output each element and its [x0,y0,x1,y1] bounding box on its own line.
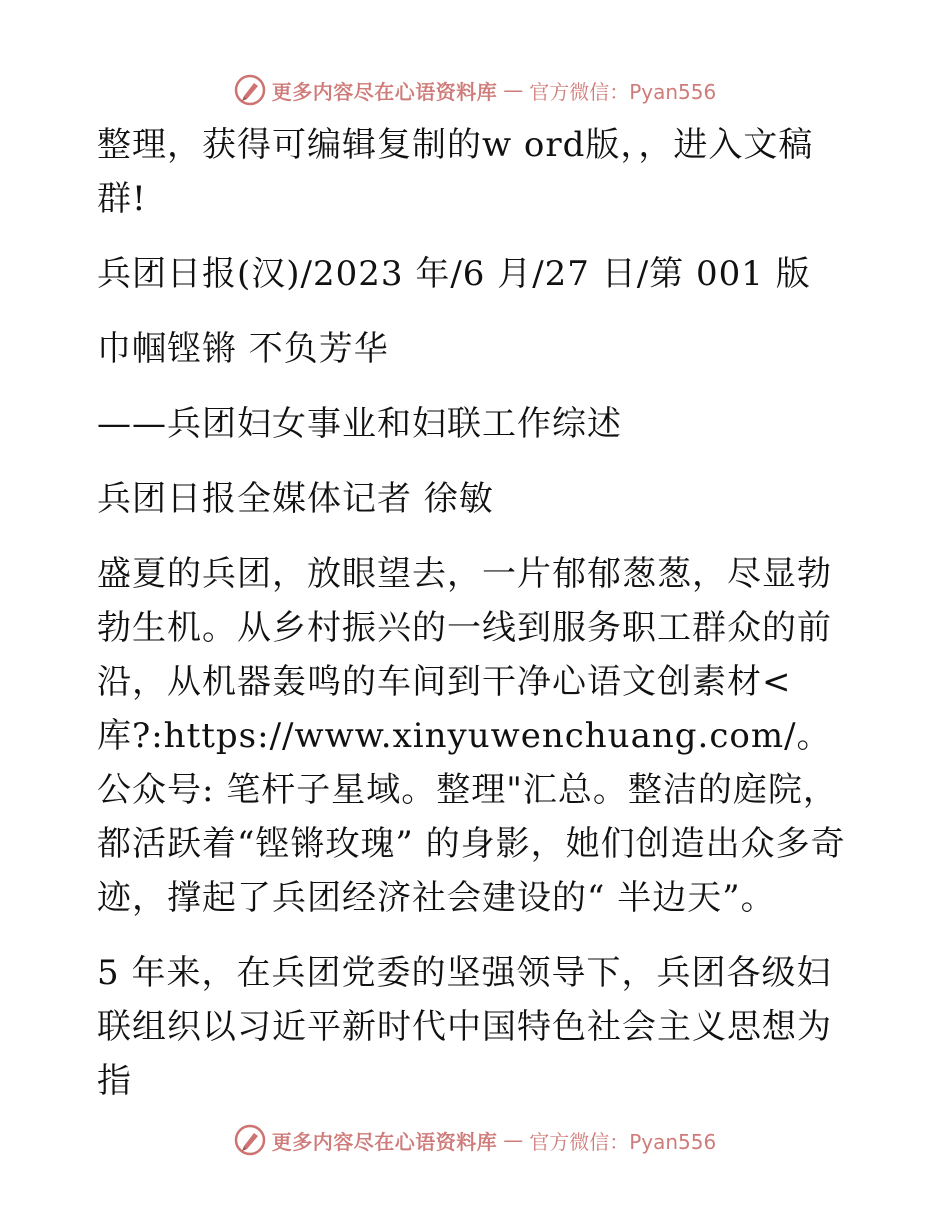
article-subtitle: ——兵团妇女事业和妇联工作综述 [97,404,622,444]
footer-watermark-banner [0,1120,950,1160]
document-body [97,118,857,1129]
article-byline: 兵团日报全媒体记者 徐敏 [97,479,494,519]
banner-wechat: 官方微信：Pyan556 [529,79,717,104]
banner-text: 更多内容尽在心语资料库 [271,79,498,104]
pen-nib-logo-icon [234,74,266,106]
header-watermark-banner [0,70,950,110]
banner-separator: — [503,78,524,102]
banner-wechat: 官方微信：Pyan556 [529,1129,717,1154]
banner-separator: — [503,1128,524,1152]
article-title: 巾帼铿锵 不负芳华 [97,329,389,369]
paragraph-intro: 整理，获得可编辑复制的w ord版，，进入文稿群! [97,125,814,219]
banner-text: 更多内容尽在心语资料库 [271,1129,498,1154]
paragraph-source-line: 兵团日报(汉)/2023 年/6 月/27 日/第 001 版 [97,254,811,294]
paragraph-body-2: 5 年来，在兵团党委的坚强领导下，兵团各级妇联组织以习近平新时代中国特色社会主义思想为指 [97,953,832,1101]
pen-nib-logo-icon [234,1124,266,1156]
paragraph-body-1: 盛夏的兵团，放眼望去，一片郁郁葱葱，尽显勃勃生机。从乡村振兴的一线到服务职工群众的前沿，从机器轰鸣的车间到干净心语文创素材<库?:https://www.xinyuwenchuang.com/。公众号: 笔杆子星域。整理"汇总。整洁的庭院，都活跃着“铿锵玫瑰” 的身影，她们创造出众多奇迹，撑起了兵团经济社会建设的“ 半边天”。 [97,554,846,918]
